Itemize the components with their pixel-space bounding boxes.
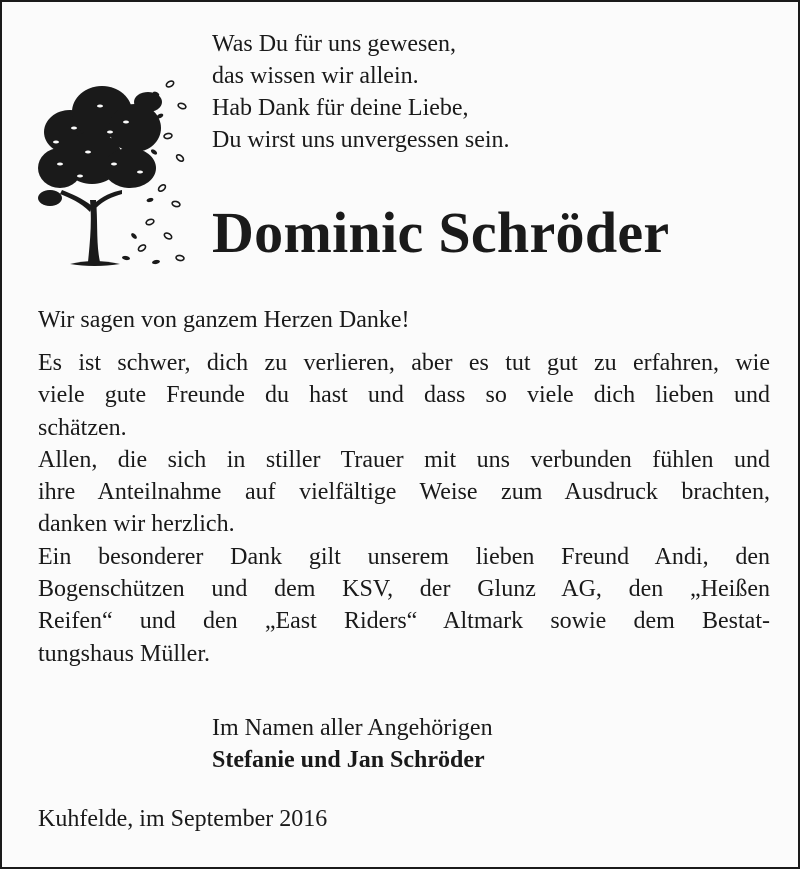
message-line: tungshaus Müller.	[38, 640, 210, 667]
tree-with-falling-leaves-icon	[30, 72, 200, 272]
message-line: Es ist schwer, dich zu verlieren, aber es tut gut zu erfahren, wie	[38, 350, 770, 376]
thanks-message	[38, 347, 770, 670]
poem-line: Du wirst uns unvergessen sein.	[212, 127, 510, 153]
message-line: Allen, die sich in stiller Trauer mit uns verbunden fühlen und	[38, 446, 770, 473]
signature-prefix: Im Namen aller Angehörigen	[212, 715, 493, 741]
place-and-date: Kuhfelde, im September 2016	[38, 806, 328, 832]
message-line: schätzen.	[38, 414, 127, 441]
message-line: Reifen“ und den „East Riders“ Altmark sowie dem Bestat-	[38, 608, 770, 635]
signature-names: Stefanie und Jan Schröder	[212, 747, 485, 773]
memorial-poem	[212, 28, 510, 156]
message-line: ihre Anteilnahme auf vielfältige Weise zum Ausdruck brachten,	[38, 479, 770, 506]
deceased-name: Dominic Schröder	[212, 200, 670, 265]
thanks-heading: Wir sagen von ganzem Herzen Danke!	[38, 307, 410, 333]
message-line: danken wir herzlich.	[38, 511, 235, 538]
message-line: viele gute Freunde du hast und dass so viele dich lieben und	[38, 382, 770, 409]
message-line: Bogenschützen und dem KSV, der Glunz AG, den „Heißen	[38, 576, 770, 603]
message-line: Ein besonderer Dank gilt unserem lieben Freund Andi, den	[38, 543, 770, 570]
signature-block	[212, 712, 493, 776]
poem-line: das wissen wir allein.	[212, 63, 419, 89]
poem-line: Was Du für uns gewesen,	[212, 31, 457, 57]
poem-line: Hab Dank für deine Liebe,	[212, 95, 469, 121]
